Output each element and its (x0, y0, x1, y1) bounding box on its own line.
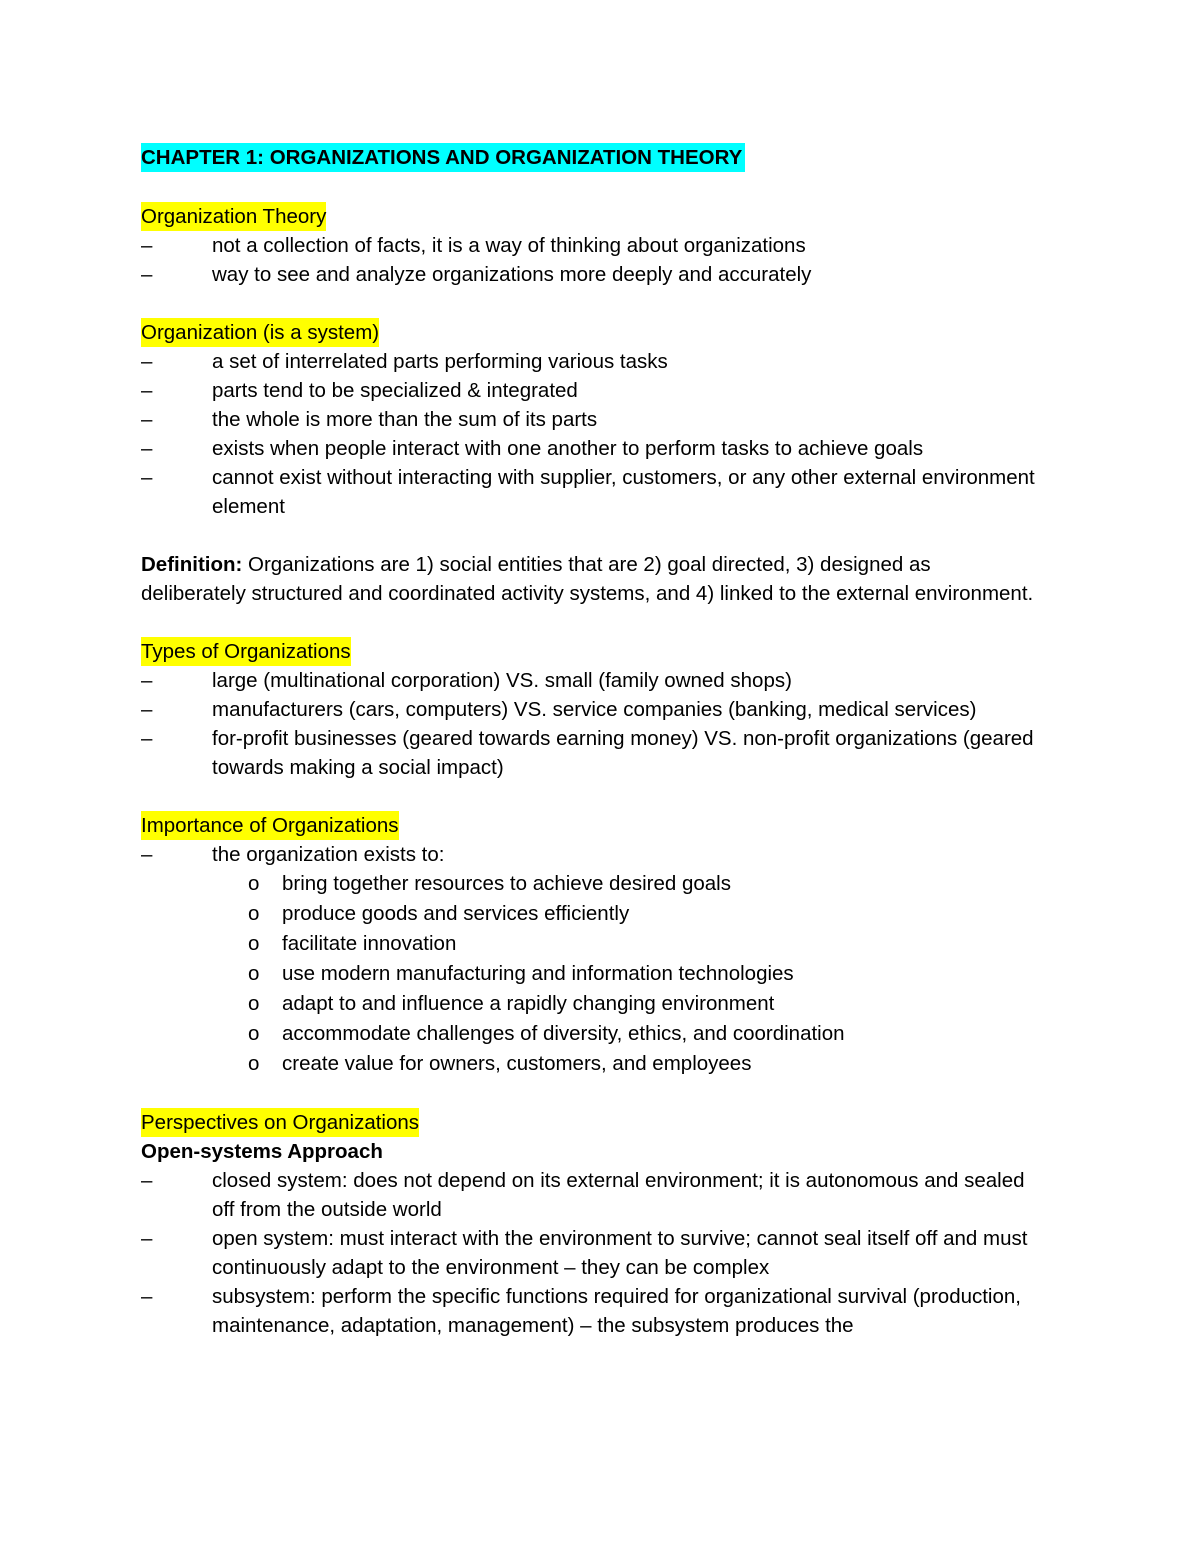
dash-bullet: – (141, 466, 153, 489)
list-item (141, 405, 1041, 434)
dash-bullet: – (141, 1169, 153, 1192)
section-organization-system (141, 318, 1041, 521)
dash-bullet: – (141, 843, 153, 866)
list-item-text: closed system: does not depend on its external environment; it is autonomous and sealed off from the outside world (212, 1169, 1025, 1221)
sub-list-item (141, 959, 1041, 989)
document-page (141, 143, 1041, 1340)
chapter-title-line (141, 143, 1041, 172)
list-item-text: the whole is more than the sum of its parts (212, 408, 598, 431)
list-item-text: parts tend to be specialized & integrated (212, 379, 578, 402)
circle-bullet: o (248, 962, 260, 985)
dash-bullet: – (141, 1227, 153, 1250)
list-item (141, 347, 1041, 376)
list-item-text: for-profit businesses (geared towards earning money) VS. non-profit organizations (geared towards making a social impact) (212, 727, 1034, 779)
list-item-text: way to see and analyze organizations more deeply and accurately (212, 263, 812, 286)
list-item-text: subsystem: perform the specific functions required for organizational survival (production, maintenance, adaptation, management) – the subsystem produces the (212, 1285, 1021, 1337)
chapter-title: CHAPTER 1: ORGANIZATIONS AND ORGANIZATION THEORY (141, 143, 745, 172)
section-types (141, 637, 1041, 782)
list-item (141, 840, 1041, 869)
section-heading: Organization (is a system) (141, 318, 379, 347)
dash-bullet: – (141, 263, 153, 286)
dash-bullet: – (141, 234, 153, 257)
list-item (141, 376, 1041, 405)
sub-list-item-text: adapt to and influence a rapidly changing environment (282, 992, 775, 1015)
list-item (141, 724, 1041, 782)
bullet-list (141, 231, 1041, 289)
sub-list-item (141, 899, 1041, 929)
circle-bullet: o (248, 1022, 260, 1045)
list-item (141, 231, 1041, 260)
list-item (141, 434, 1041, 463)
circle-bullet: o (248, 1052, 260, 1075)
section-perspectives (141, 1108, 1041, 1340)
list-item (141, 695, 1041, 724)
dash-bullet: – (141, 408, 153, 431)
dash-bullet: – (141, 669, 153, 692)
definition-label: Definition: (141, 553, 243, 576)
section-heading: Perspectives on Organizations (141, 1108, 419, 1137)
dash-bullet: – (141, 727, 153, 750)
dash-bullet: – (141, 698, 153, 721)
list-item-text: the organization exists to: (212, 843, 445, 866)
sub-list-item-text: accommodate challenges of diversity, ethics, and coordination (282, 1022, 845, 1045)
section-heading: Importance of Organizations (141, 811, 399, 840)
list-item-text: a set of interrelated parts performing various tasks (212, 350, 668, 373)
dash-bullet: – (141, 1285, 153, 1308)
sub-bullet-list (141, 869, 1041, 1079)
bullet-list (141, 1166, 1041, 1340)
sub-list-item (141, 929, 1041, 959)
circle-bullet: o (248, 902, 260, 925)
sub-list-item-text: use modern manufacturing and information technologies (282, 962, 794, 985)
definition-text: Organizations are 1) social entities that are 2) goal directed, 3) designed as deliberately structured and coordinated activity systems, and 4) linked to the external environment. (141, 553, 1034, 605)
list-item-text: manufacturers (cars, computers) VS. service companies (banking, medical services) (212, 698, 977, 721)
section-heading: Organization Theory (141, 202, 326, 231)
list-item (141, 666, 1041, 695)
sub-list-item-text: bring together resources to achieve desired goals (282, 872, 731, 895)
sub-list-item (141, 1049, 1041, 1079)
list-item-text: not a collection of facts, it is a way of thinking about organizations (212, 234, 806, 257)
sub-list-item-text: produce goods and services efficiently (282, 902, 630, 925)
list-item (141, 1282, 1041, 1340)
bullet-list (141, 666, 1041, 782)
sub-list-item (141, 869, 1041, 899)
bullet-list (141, 840, 1041, 869)
definition-paragraph (141, 550, 1041, 608)
list-item (141, 1166, 1041, 1224)
section-organization-theory (141, 202, 1041, 289)
sub-list-item (141, 989, 1041, 1019)
circle-bullet: o (248, 992, 260, 1015)
bullet-list (141, 347, 1041, 521)
circle-bullet: o (248, 872, 260, 895)
section-definition (141, 550, 1041, 608)
list-item (141, 463, 1041, 521)
sub-list-item (141, 1019, 1041, 1049)
section-heading: Types of Organizations (141, 637, 351, 666)
list-item-text: exists when people interact with one another to perform tasks to achieve goals (212, 437, 924, 460)
dash-bullet: – (141, 379, 153, 402)
list-item-text: large (multinational corporation) VS. small (family owned shops) (212, 669, 792, 692)
dash-bullet: – (141, 350, 153, 373)
subheading-open-systems: Open-systems Approach (141, 1140, 383, 1163)
list-item-text: open system: must interact with the environment to survive; cannot seal itself off and must continuously adapt to the environment – they can be complex (212, 1227, 1028, 1279)
list-item (141, 260, 1041, 289)
dash-bullet: – (141, 437, 153, 460)
list-item-text: cannot exist without interacting with supplier, customers, or any other external environment element (212, 466, 1035, 518)
sub-list-item-text: facilitate innovation (282, 932, 457, 955)
circle-bullet: o (248, 932, 260, 955)
sub-list-item-text: create value for owners, customers, and employees (282, 1052, 752, 1075)
list-item (141, 1224, 1041, 1282)
section-importance (141, 811, 1041, 1079)
